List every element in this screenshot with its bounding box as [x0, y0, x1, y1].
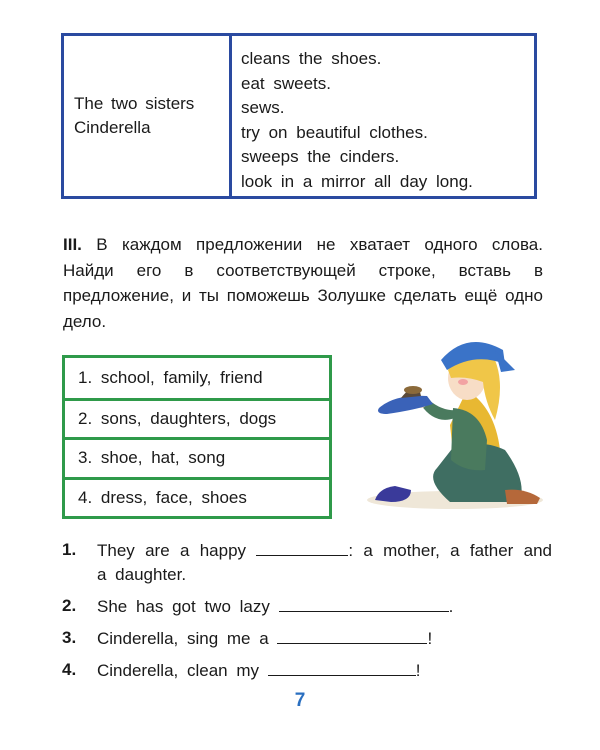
- sentence-2: [62, 594, 552, 619]
- cinderella-illustration: [355, 330, 545, 515]
- task-text: В каждом предложении не хватает одного слова. Найди его в соответствующей строке, вставь в предложение, и ты поможешь Золушке сделать ещё одно дело.: [63, 235, 543, 331]
- sentence-text-after: !: [427, 629, 433, 648]
- gap-fill-sentences: [62, 538, 552, 690]
- choice-row-4: 4. dress, face, shoes: [65, 477, 329, 517]
- task-number: III.: [63, 235, 82, 254]
- answer-blank[interactable]: [277, 626, 427, 644]
- sentence-text-before: They are a happy: [97, 541, 247, 560]
- subject-1: The two sisters: [74, 94, 195, 113]
- choice-row-2: 2. sons, daughters, dogs: [65, 398, 329, 438]
- page-number: 7: [294, 690, 306, 711]
- answer-blank[interactable]: [256, 538, 348, 556]
- answer-blank[interactable]: [279, 594, 449, 612]
- subjects-column: [64, 36, 232, 196]
- subject-2: Cinderella: [74, 118, 151, 137]
- sentence-text-before: She has got two lazy: [97, 597, 270, 616]
- word-choices-table: [62, 355, 332, 519]
- answer-blank[interactable]: [268, 658, 416, 676]
- sentence-number: 4.: [62, 660, 77, 679]
- task-instruction: [63, 232, 543, 334]
- sentence-text-after: !: [415, 661, 421, 680]
- sentence-text-after: : a mother, a father and a daughter.: [97, 541, 552, 584]
- sentence-number: 1.: [62, 540, 77, 559]
- choice-row-3: 3. shoe, hat, song: [65, 437, 329, 477]
- sentence-text-before: Cinderella, sing me a: [97, 629, 269, 648]
- sentence-4: [62, 658, 552, 683]
- predicate-6: look in a mirror all day long.: [241, 171, 473, 191]
- sentence-text-before: Cinderella, clean my: [97, 661, 260, 680]
- sentence-text-after: .: [448, 597, 454, 616]
- predicate-3: sews.: [241, 98, 285, 118]
- sentence-number: 3.: [62, 628, 77, 647]
- sentence-3: [62, 626, 552, 651]
- predicate-2: eat sweets.: [241, 73, 331, 93]
- predicate-1: cleans the shoes.: [241, 49, 382, 68]
- choice-row-1: 1. school, family, friend: [78, 367, 263, 387]
- predicate-4: try on beautiful clothes.: [241, 122, 428, 142]
- sentence-1: [62, 538, 552, 587]
- predicates-column: [232, 36, 534, 196]
- sentence-number: 2.: [62, 596, 77, 615]
- matching-table: [61, 33, 537, 199]
- predicate-5: sweeps the cinders.: [241, 147, 400, 167]
